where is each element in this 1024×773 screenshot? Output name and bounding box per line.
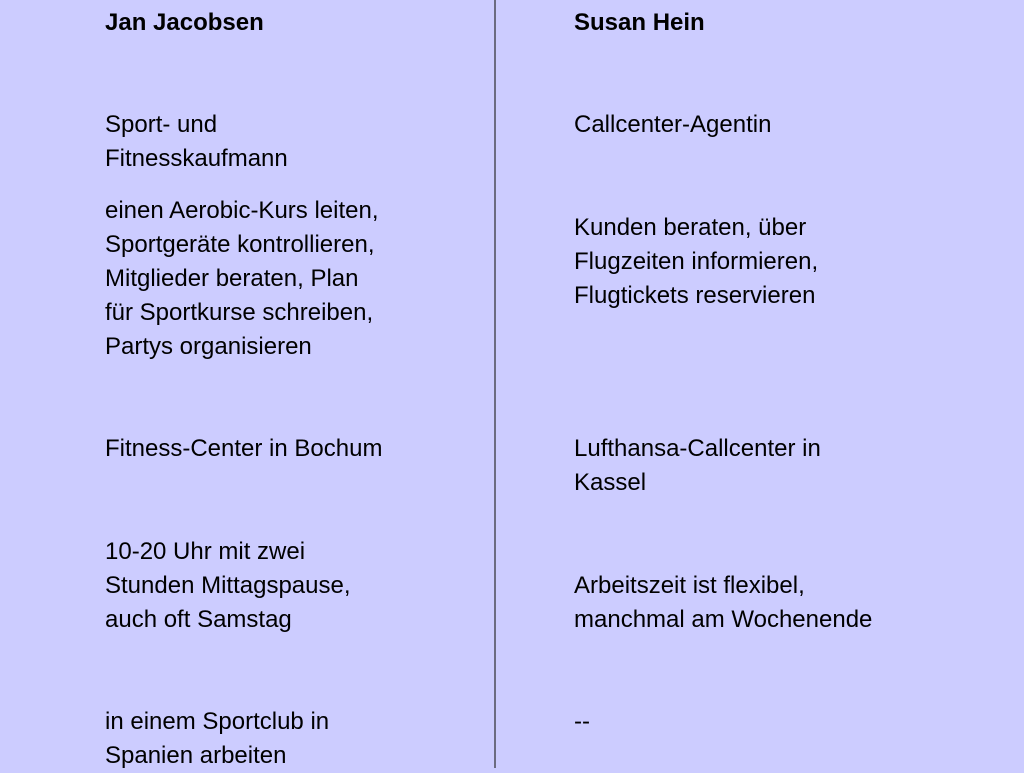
column-susan-hein <box>574 0 954 768</box>
future-plan: -- <box>574 708 590 735</box>
workplace: Fitness-Center in Bochum <box>105 435 383 462</box>
job-title: Callcenter-Agentin <box>574 111 772 138</box>
future-plan: in einem Sportclub in Spanien arbeiten <box>105 708 330 769</box>
person-name: Susan Hein <box>574 9 705 36</box>
job-title: Sport- und Fitnesskaufmann <box>105 111 288 172</box>
working-hours: 10-20 Uhr mit zwei Stunden Mittagspause, auch oft Samstag <box>105 538 351 633</box>
person-name: Jan Jacobsen <box>105 9 264 36</box>
job-tasks: einen Aerobic-Kurs leiten, Sportgeräte kontrollieren, Mitglieder beraten, Plan für Sportkurse schreiben, Partys organisieren <box>105 197 379 360</box>
column-divider <box>494 0 496 768</box>
column-jan-jacobsen <box>105 0 445 768</box>
job-tasks: Kunden beraten, über Flugzeiten informieren, Flugtickets reservieren <box>574 214 819 309</box>
workplace: Lufthansa-Callcenter in Kassel <box>574 435 821 496</box>
working-hours: Arbeitszeit ist flexibel, manchmal am Wochenende <box>574 572 873 633</box>
